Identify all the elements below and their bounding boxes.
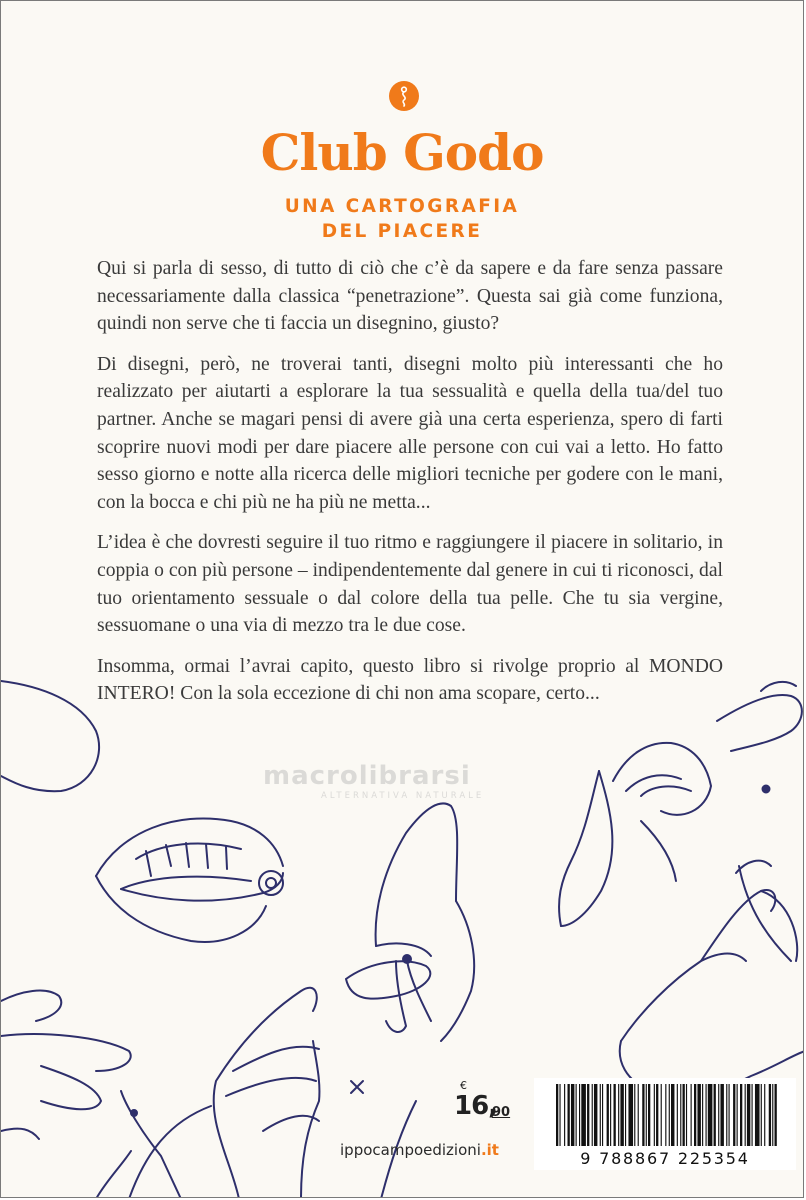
barcode-bar <box>775 1084 777 1146</box>
subtitle-line-2: DEL PIACERE <box>321 221 483 242</box>
barcode-bar <box>618 1084 619 1146</box>
barcode-digits: 9 788867 225354 <box>580 1149 750 1168</box>
barcode-bar <box>634 1084 635 1146</box>
subtitle-line-1: UNA CARTOGRAFIA <box>284 196 520 217</box>
barcode-bar <box>646 1084 647 1146</box>
blurb-paragraph-4: Insomma, ormai l’avrai capito, questo libro si rivolge proprio al MONDO INTERO! Con la sola eccezione di chi non ama scopare, certo... <box>97 655 723 705</box>
price-currency: € <box>460 1079 467 1092</box>
barcode-bar <box>625 1084 626 1146</box>
blurb-paragraph-2: Di disegni, però, ne troverai tanti, disegni molto più interessanti che ho realizzato per aiutarti a esplorare la tua sessualità e quella della tua/del tuo partner. Anche se magari pensi di avere già una certa esperienza, spero di farti scoprire nuovi modi per dare piacere alle persone con cui vai a letto. Ho fatto sesso giorno e notte alla ricerca delle migliori tecniche per godere con le mani, con la bocca e chi più ne ha più ne metta... <box>97 353 723 513</box>
book-title: Club Godo <box>260 123 544 182</box>
publisher-tld: .it <box>480 1141 499 1159</box>
barcode-bar <box>720 1084 723 1146</box>
barcode-bar <box>686 1084 687 1146</box>
barcode-bar <box>607 1084 609 1146</box>
hand-left-shape <box>1 991 181 1198</box>
barcode-bar <box>661 1084 662 1146</box>
barcode-bar <box>772 1084 773 1146</box>
barcode-bar <box>648 1084 650 1146</box>
barcode-bar <box>614 1084 616 1146</box>
barcode-bar <box>706 1084 707 1146</box>
mouth-shape <box>96 818 283 941</box>
barcode-bar <box>556 1084 558 1146</box>
barcode-bar <box>654 1084 655 1146</box>
barcode-bar <box>642 1084 644 1146</box>
barcode-bar <box>571 1084 574 1146</box>
watermark <box>263 761 484 801</box>
watermark-sub: ALTERNATIVA NATURALE <box>321 791 485 801</box>
barcode-bar <box>600 1084 601 1146</box>
finger-top-right-shape <box>717 695 802 751</box>
barcode-bar <box>714 1084 716 1146</box>
hand-upright-shape <box>346 803 474 1093</box>
barcode-bar <box>680 1084 681 1146</box>
publisher-logo-icon <box>389 81 419 111</box>
barcode-bar <box>665 1084 666 1146</box>
publisher-url <box>340 1141 499 1159</box>
blurb-text <box>97 255 723 721</box>
barcode-bar <box>737 1084 738 1146</box>
barcode-bar <box>718 1084 719 1146</box>
lips-shape <box>559 743 711 926</box>
barcode-bar <box>747 1084 750 1146</box>
barcode-bar <box>592 1084 593 1146</box>
barcode-bar <box>745 1084 746 1146</box>
barcode-bar <box>620 1084 623 1146</box>
barcode-bar <box>579 1084 580 1146</box>
barcode-bar <box>638 1084 639 1146</box>
price-integer: 16, <box>454 1091 498 1121</box>
barcode-bar <box>669 1084 670 1146</box>
barcode-bar <box>729 1084 730 1146</box>
barcode-bar <box>702 1084 703 1146</box>
barcode-bar <box>656 1084 658 1146</box>
blurb-paragraph-3: L’idea è che dovresti seguire il tuo ritmo e raggiungere il piacere in solitario, in coppia o con più persone – indipendentemente dal genere in cui ti riconosci, dal tuo orientamento sessuale o dal colore della tua pelle. Che tu sia vergine, sessuomane o una via di mezzo tra le due cose. <box>97 532 723 637</box>
barcode-bar <box>726 1084 727 1146</box>
barcode-bar <box>694 1084 696 1146</box>
book-subtitle <box>1 194 803 244</box>
barcode-bar <box>755 1084 760 1146</box>
barcode-bar <box>752 1084 753 1146</box>
barcode-bar <box>697 1084 700 1146</box>
hand-center-shape <box>214 988 320 1198</box>
barcode-bar <box>691 1084 692 1146</box>
barcode-bar <box>677 1084 678 1146</box>
barcode-bar <box>559 1084 560 1146</box>
barcode-bar <box>587 1084 589 1146</box>
barcode-bar <box>564 1084 565 1146</box>
barcode-bar <box>594 1084 597 1146</box>
barcode-bar <box>628 1084 633 1146</box>
barcode-bar <box>708 1084 713 1146</box>
barcode-bar <box>581 1084 586 1146</box>
barcode-bar <box>610 1084 611 1146</box>
barcode-bar <box>769 1084 771 1146</box>
barcode-bar <box>671 1084 674 1146</box>
price-decimal: 90 <box>492 1105 511 1120</box>
barcode-bar <box>576 1084 577 1146</box>
barcode-bar <box>764 1084 765 1146</box>
barcode-bar <box>683 1084 685 1146</box>
barcode-bar <box>602 1084 603 1146</box>
blurb-paragraph-1: Qui si parla di sesso, di tutto di ciò che c’è da sapere e da fare senza passare necessariamente dalla classica “penetrazione”. Questa sai già come funziona, quindi non serve che ti faccia un disegnino, giusto? <box>97 258 723 335</box>
barcode-bar <box>568 1084 570 1146</box>
publisher-name: ippocampoedizioni <box>340 1141 481 1159</box>
barcode <box>534 1078 796 1170</box>
barcode-bar <box>761 1084 762 1146</box>
finger-top-left-shape <box>1 681 99 791</box>
watermark-main: macrolibrarsi <box>263 761 471 791</box>
barcode-bar <box>733 1084 735 1146</box>
barcode-bar <box>740 1084 742 1146</box>
